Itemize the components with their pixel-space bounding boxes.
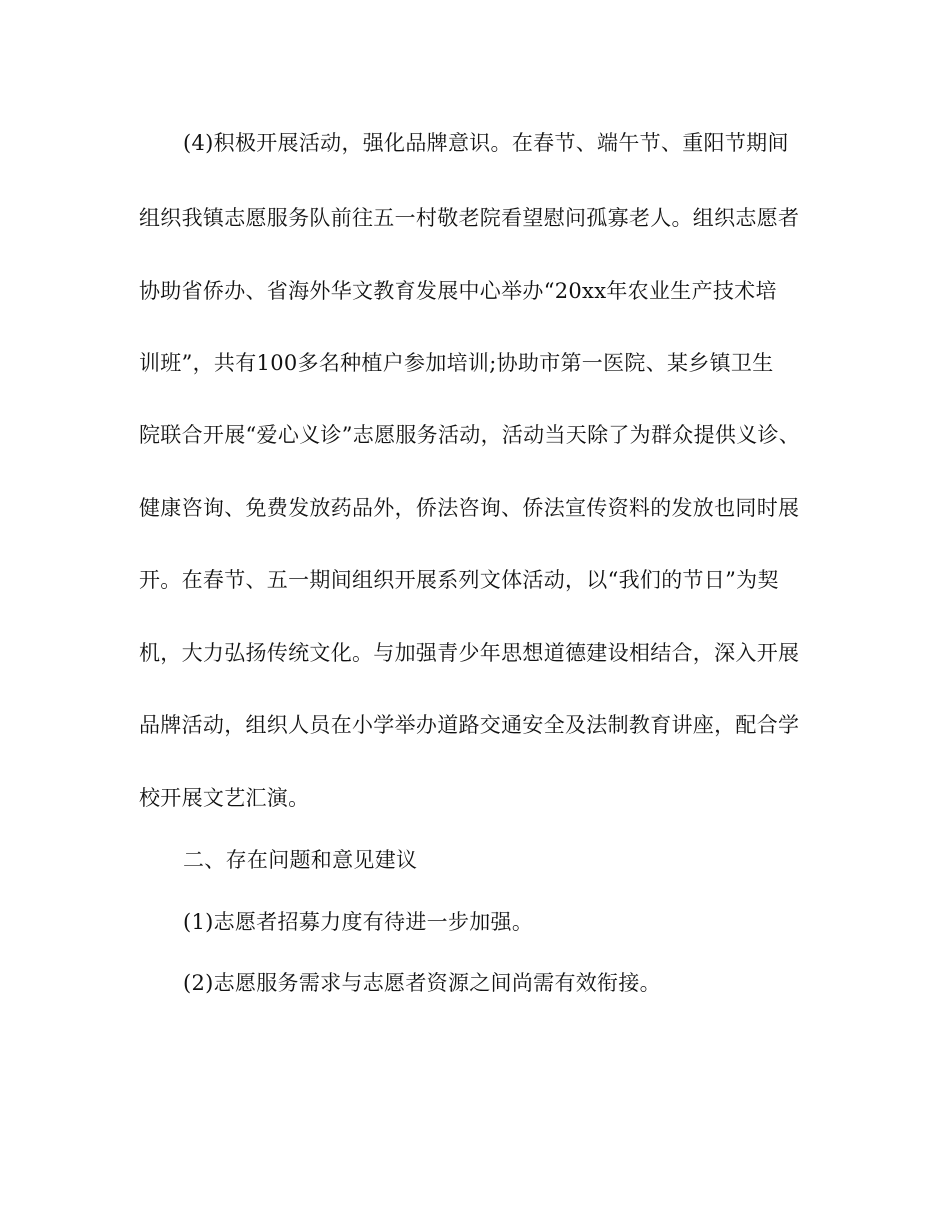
issue-item-2: (2)志愿服务需求与志愿者资源之间尚需有效衔接。 [183, 971, 661, 995]
paragraph-4-line-10: 校开展文艺汇演。 [139, 786, 310, 810]
issue-item-1: (1)志愿者招募力度有待进一步加强。 [183, 910, 534, 934]
paragraph-4-line-5: 院联合开展“爱心义诊”志愿服务活动，活动当天除了为群众提供义诊、 [139, 423, 801, 447]
paragraph-4-line-3: 协助省侨办、省海外华文教育发展中心举办“20xx年农业生产技术培 [139, 279, 777, 303]
paragraph-4-line-6: 健康咨询、免费发放药品外，侨法咨询、侨法宣传资料的发放也同时展 [139, 496, 800, 520]
paragraph-4-line-7: 开。在春节、五一期间组织开展系列文体活动，以“我们的节日”为契 [139, 568, 779, 592]
paragraph-4-line-8: 机，大力弘扬传统文化。与加强青少年思想道德建设相结合，深入开展 [139, 641, 800, 665]
paragraph-4-line-2: 组织我镇志愿服务队前往五一村敬老院看望慰问孤寡老人。组织志愿者 [139, 206, 800, 230]
paragraph-4-line-4: 训班”，共有100多名种植户参加培训;协助市第一医院、某乡镇卫生 [139, 351, 774, 375]
section-heading: 二、存在问题和意见建议 [183, 848, 418, 872]
paragraph-4-line-9: 品牌活动，组织人员在小学举办道路交通安全及法制教育讲座，配合学 [139, 713, 800, 737]
paragraph-4-line-1: (4)积极开展活动，强化品牌意识。在春节、端午节、重阳节期间 [183, 131, 789, 155]
